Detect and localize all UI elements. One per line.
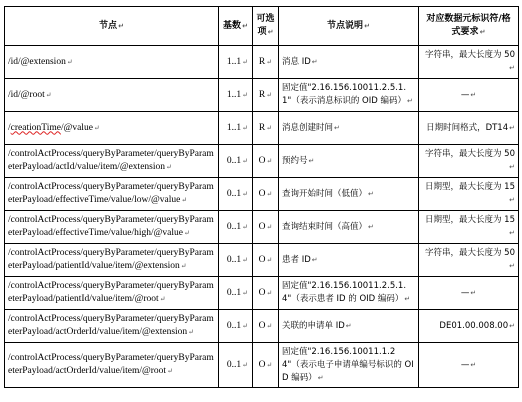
- header-row: [5, 7, 519, 46]
- node-spec-table: [4, 6, 519, 388]
- description-cell: 查询开始时间（低值）↵: [279, 178, 419, 211]
- table-row: [5, 343, 519, 388]
- spec-table-container: [4, 6, 518, 388]
- optional-cell: O↵: [253, 277, 279, 310]
- optional-cell: O↵: [253, 178, 279, 211]
- optional-cell: R↵: [253, 79, 279, 112]
- node-path: /controlActProcess/queryByParameter/queryByParameterPayload/effectiveTime/value/high/@value↵: [5, 211, 219, 244]
- cardinality-cell: 1..1↵: [219, 79, 253, 112]
- cardinality-cell: 0..1↵: [219, 244, 253, 277]
- node-path: /id/@extension↵: [5, 46, 219, 79]
- table-row: [5, 310, 519, 343]
- spellcheck-underline: creationTime: [10, 122, 61, 133]
- cardinality-cell: 1..1↵: [219, 46, 253, 79]
- node-path: /controlActProcess/queryByParameter/queryByParameterPayload/actOrderId/value/item/@root↵: [5, 343, 219, 388]
- node-path: /controlActProcess/queryByParameter/queryByParameterPayload/actOrderId/value/item/@extension↵: [5, 310, 219, 343]
- format-cell: 日期时间格式，DT14↵: [419, 112, 519, 145]
- cardinality-cell: 1..1↵: [219, 112, 253, 145]
- format-cell: 日期型，最大长度为 15↵: [419, 178, 519, 211]
- optional-cell: O↵: [253, 145, 279, 178]
- optional-cell: R↵: [253, 112, 279, 145]
- format-cell: 字符串，最大长度为 50↵: [419, 46, 519, 79]
- header-format: 对应数据元标识符/格式要求↵: [419, 7, 519, 46]
- header-node: 节点↵: [5, 7, 219, 46]
- format-cell: —↵: [419, 343, 519, 388]
- optional-cell: O↵: [253, 310, 279, 343]
- cardinality-cell: 0..1↵: [219, 277, 253, 310]
- node-path: /controlActProcess/queryByParameter/queryByParameterPayload/actId/value/item/@extension↵: [5, 145, 219, 178]
- cardinality-cell: 0..1↵: [219, 343, 253, 388]
- table-row: [5, 112, 519, 145]
- header-description: 节点说明↵: [279, 7, 419, 46]
- cardinality-cell: 0..1↵: [219, 211, 253, 244]
- node-path: /creationTime/@value↵: [5, 112, 219, 145]
- description-cell: 预约号↵: [279, 145, 419, 178]
- description-cell: 消息 ID↵: [279, 46, 419, 79]
- description-cell: 关联的申请单 ID↵: [279, 310, 419, 343]
- table-row: [5, 145, 519, 178]
- cardinality-cell: 0..1↵: [219, 145, 253, 178]
- description-cell: 固定值"2.16.156.10011.2.5.1.4"（表示患者 ID 的 OID 编码）↵: [279, 277, 419, 310]
- description-cell: 固定值"2.16.156.10011.2.5.1.1"（表示消息标识的 OID 编码）↵: [279, 79, 419, 112]
- table-row: [5, 46, 519, 79]
- description-cell: 消息创建时间↵: [279, 112, 419, 145]
- optional-cell: O↵: [253, 211, 279, 244]
- table-row: [5, 211, 519, 244]
- format-cell: 字符串，最大长度为 50↵: [419, 244, 519, 277]
- cardinality-cell: 0..1↵: [219, 310, 253, 343]
- table-row: [5, 178, 519, 211]
- header-cardinality: 基数↵: [219, 7, 253, 46]
- header-optional: 可选项↵: [253, 7, 279, 46]
- table-row: [5, 79, 519, 112]
- table-row: [5, 277, 519, 310]
- format-cell: 日期型，最大长度为 15↵: [419, 211, 519, 244]
- description-cell: 查询结束时间（高值）↵: [279, 211, 419, 244]
- optional-cell: R↵: [253, 46, 279, 79]
- format-cell: —↵: [419, 277, 519, 310]
- cardinality-cell: 0..1↵: [219, 178, 253, 211]
- format-cell: DE01.00.008.00↵: [419, 310, 519, 343]
- node-path: /controlActProcess/queryByParameter/queryByParameterPayload/patientId/value/item/@root↵: [5, 277, 219, 310]
- optional-cell: O↵: [253, 343, 279, 388]
- node-path: /controlActProcess/queryByParameter/queryByParameterPayload/effectiveTime/value/low/@value↵: [5, 178, 219, 211]
- format-cell: —↵: [419, 79, 519, 112]
- optional-cell: O↵: [253, 244, 279, 277]
- table-row: [5, 244, 519, 277]
- node-path: /id/@root↵: [5, 79, 219, 112]
- node-path: /controlActProcess/queryByParameter/queryByParameterPayload/patientId/value/item/@extension↵: [5, 244, 219, 277]
- description-cell: 固定值"2.16.156.10011.1.24"（表示电子申请单编号标识的 OID 编码）↵: [279, 343, 419, 388]
- description-cell: 患者 ID↵: [279, 244, 419, 277]
- format-cell: 字符串，最大长度为 50↵: [419, 145, 519, 178]
